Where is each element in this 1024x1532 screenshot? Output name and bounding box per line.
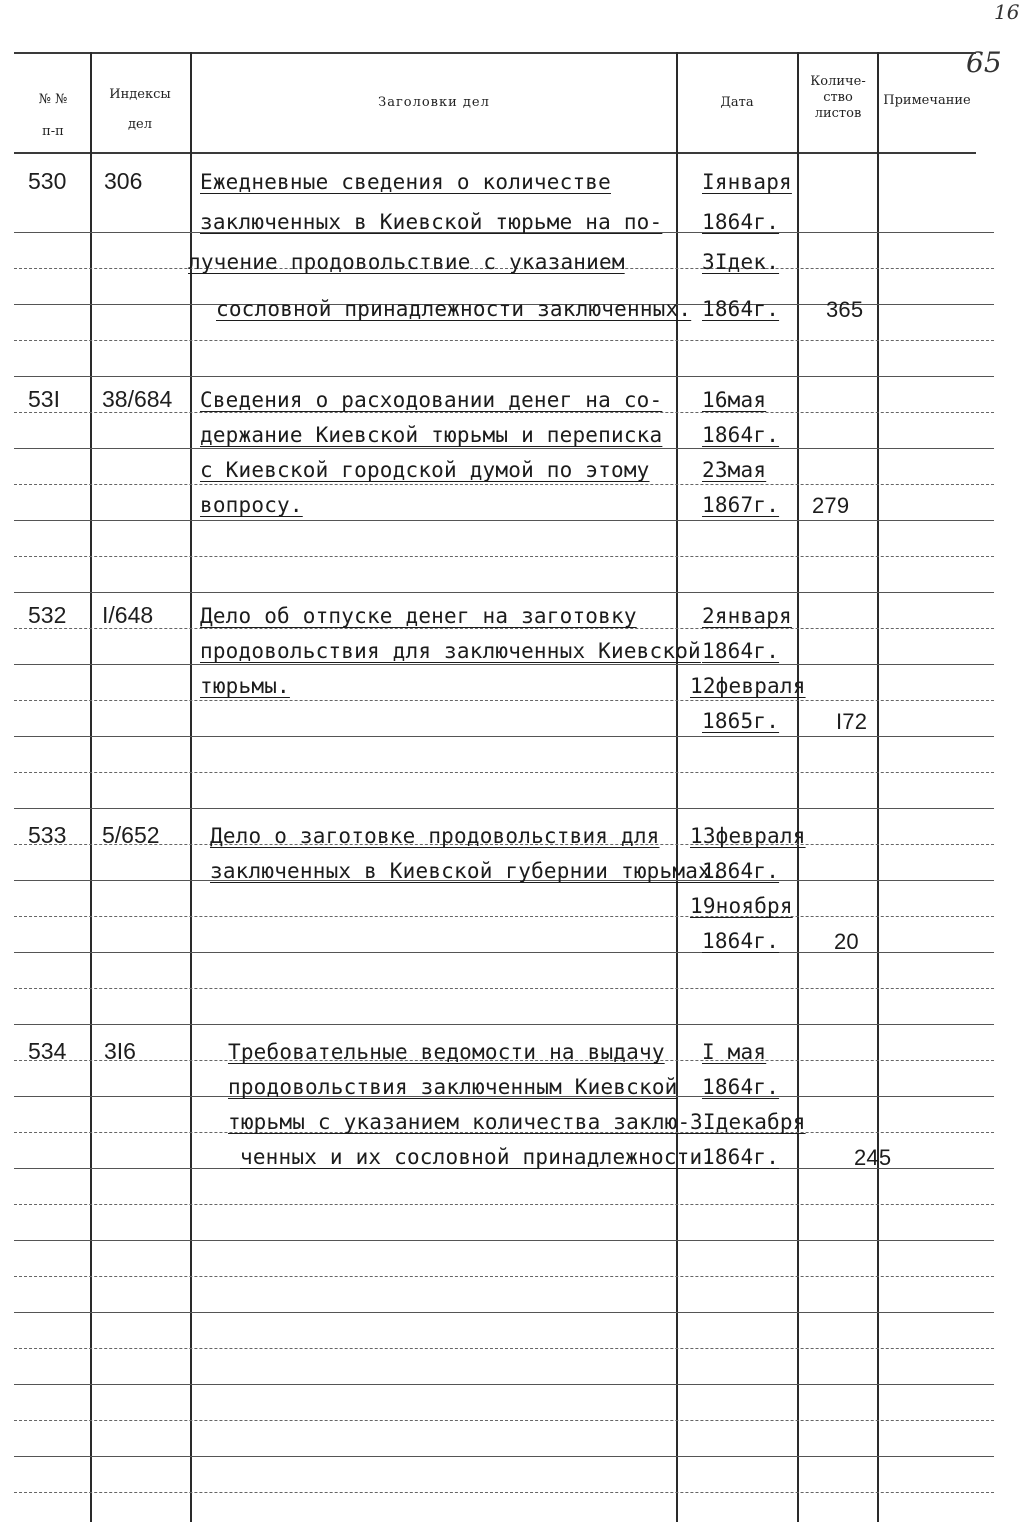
entry-title-line: Дело об отпуске денег на заготовку bbox=[200, 604, 637, 628]
entry-date: 3Iдекабря bbox=[690, 1110, 806, 1134]
entry-number: 533 bbox=[28, 822, 67, 848]
entry-sheet-count: 279 bbox=[812, 493, 850, 518]
ruled-line bbox=[14, 772, 994, 773]
ruled-line bbox=[14, 448, 994, 449]
entry-title-line: вопросу. bbox=[200, 493, 303, 517]
entry-date: 1864г. bbox=[702, 929, 780, 953]
header-note: Примечание bbox=[883, 93, 971, 108]
entry-sheet-count: 365 bbox=[826, 297, 864, 322]
header-index: Индексы дел bbox=[109, 87, 171, 132]
entry-title-line: Ежедневные сведения о количестве bbox=[200, 170, 611, 194]
ruled-line bbox=[14, 1420, 994, 1421]
entry-title-line: лучение продовольствие с указанием bbox=[188, 250, 625, 274]
entry-date: 19ноября bbox=[690, 894, 793, 918]
entry-title-line: тюрьмы с указанием количества заклю- bbox=[228, 1110, 691, 1134]
column-divider-3 bbox=[676, 52, 678, 1522]
header-date: Дата bbox=[720, 95, 754, 110]
entry-number: 534 bbox=[28, 1038, 67, 1064]
header-title: Заголовки дел bbox=[378, 95, 490, 110]
ruled-line bbox=[14, 556, 994, 557]
entry-sheet-count: 20 bbox=[834, 929, 859, 954]
entry-index: 3I6 bbox=[104, 1038, 136, 1064]
entry-date: 2января bbox=[702, 604, 792, 628]
ruled-line bbox=[14, 988, 994, 989]
entry-date: 3Iдек. bbox=[702, 250, 780, 274]
entry-number: 530 bbox=[28, 168, 67, 194]
entry-title-line: заключенных в Киевской тюрьме на по- bbox=[200, 210, 663, 234]
ruled-line bbox=[14, 1276, 994, 1277]
entry-date: 23мая bbox=[702, 458, 767, 482]
entry-number: 532 bbox=[28, 602, 67, 628]
corner-mark-top: 16 bbox=[994, 0, 1020, 24]
header-count: Количе- ство листов bbox=[810, 74, 866, 121]
entry-date: 12февраля bbox=[690, 674, 806, 698]
entry-title-line: ченных и их сословной принадлежности. bbox=[240, 1145, 716, 1169]
ruled-line bbox=[14, 916, 994, 917]
entry-title-line: продовольствия для заключенных Киевской bbox=[200, 639, 701, 663]
entry-title-line: продовольствия заключенным Киевской bbox=[228, 1075, 678, 1099]
ruled-line bbox=[14, 736, 994, 737]
ruled-line bbox=[14, 1384, 994, 1385]
entry-number: 53I bbox=[28, 386, 60, 412]
ruled-line bbox=[14, 1024, 994, 1025]
ruled-line bbox=[14, 700, 994, 701]
column-divider-1 bbox=[90, 52, 92, 1522]
entry-date: 1865г. bbox=[702, 709, 780, 733]
folio-number: 65 bbox=[966, 46, 1002, 79]
entry-date: 1864г. bbox=[702, 859, 780, 883]
ruled-line bbox=[14, 664, 994, 665]
entry-title-line: заключенных в Киевской губернии тюрьмах. bbox=[210, 859, 724, 883]
ruled-line bbox=[14, 592, 994, 593]
column-divider-4 bbox=[797, 52, 799, 1522]
entry-date: 1864г. bbox=[702, 1075, 780, 1099]
entry-date: 1864г. bbox=[702, 639, 780, 663]
ruled-line bbox=[14, 1456, 994, 1457]
entry-title-line: Сведения о расходовании денег на со- bbox=[200, 388, 663, 412]
ruled-line bbox=[14, 1348, 994, 1349]
ruled-line bbox=[14, 1492, 994, 1493]
entry-date: 1864г. bbox=[702, 1145, 780, 1169]
entry-date: 16мая bbox=[702, 388, 767, 412]
entry-title-line: Требовательные ведомости на выдачу bbox=[228, 1040, 665, 1064]
entry-sheet-count: I72 bbox=[836, 709, 868, 734]
entry-title-line: с Киевской городской думой по этому bbox=[200, 458, 650, 482]
ruled-line bbox=[14, 628, 994, 629]
ruled-line bbox=[14, 1240, 994, 1241]
entry-title-line: держание Киевской тюрьмы и переписка bbox=[200, 423, 663, 447]
header-top-rule bbox=[14, 52, 976, 54]
column-divider-5 bbox=[877, 52, 879, 1522]
ruled-line bbox=[14, 520, 994, 521]
ruled-line bbox=[14, 1204, 994, 1205]
entry-date: 1864г. bbox=[702, 210, 780, 234]
entry-date: Iянваря bbox=[702, 170, 792, 194]
ruled-line bbox=[14, 484, 994, 485]
entry-title-line: тюрьмы. bbox=[200, 674, 290, 698]
entry-sheet-count: 245 bbox=[854, 1145, 892, 1170]
entry-date: 1867г. bbox=[702, 493, 780, 517]
ruled-line bbox=[14, 376, 994, 377]
entry-date: 13февраля bbox=[690, 824, 806, 848]
entry-index: 38/684 bbox=[102, 386, 173, 412]
entry-index: 5/652 bbox=[102, 822, 160, 848]
header-num: № № п-п bbox=[38, 92, 68, 139]
entry-title-line: сословной принадлежности заключенных. bbox=[216, 297, 692, 321]
entry-date: 1864г. bbox=[702, 297, 780, 321]
ruled-line bbox=[14, 340, 994, 341]
entry-date: I мая bbox=[702, 1040, 767, 1064]
ruled-line bbox=[14, 1312, 994, 1313]
entry-date: 1864г. bbox=[702, 423, 780, 447]
entry-index: I/648 bbox=[102, 602, 154, 628]
entry-title-line: Дело о заготовке продовольствия для bbox=[210, 824, 660, 848]
ruled-line bbox=[14, 808, 994, 809]
entry-index: 306 bbox=[104, 168, 143, 194]
header-bottom-rule bbox=[14, 152, 976, 154]
